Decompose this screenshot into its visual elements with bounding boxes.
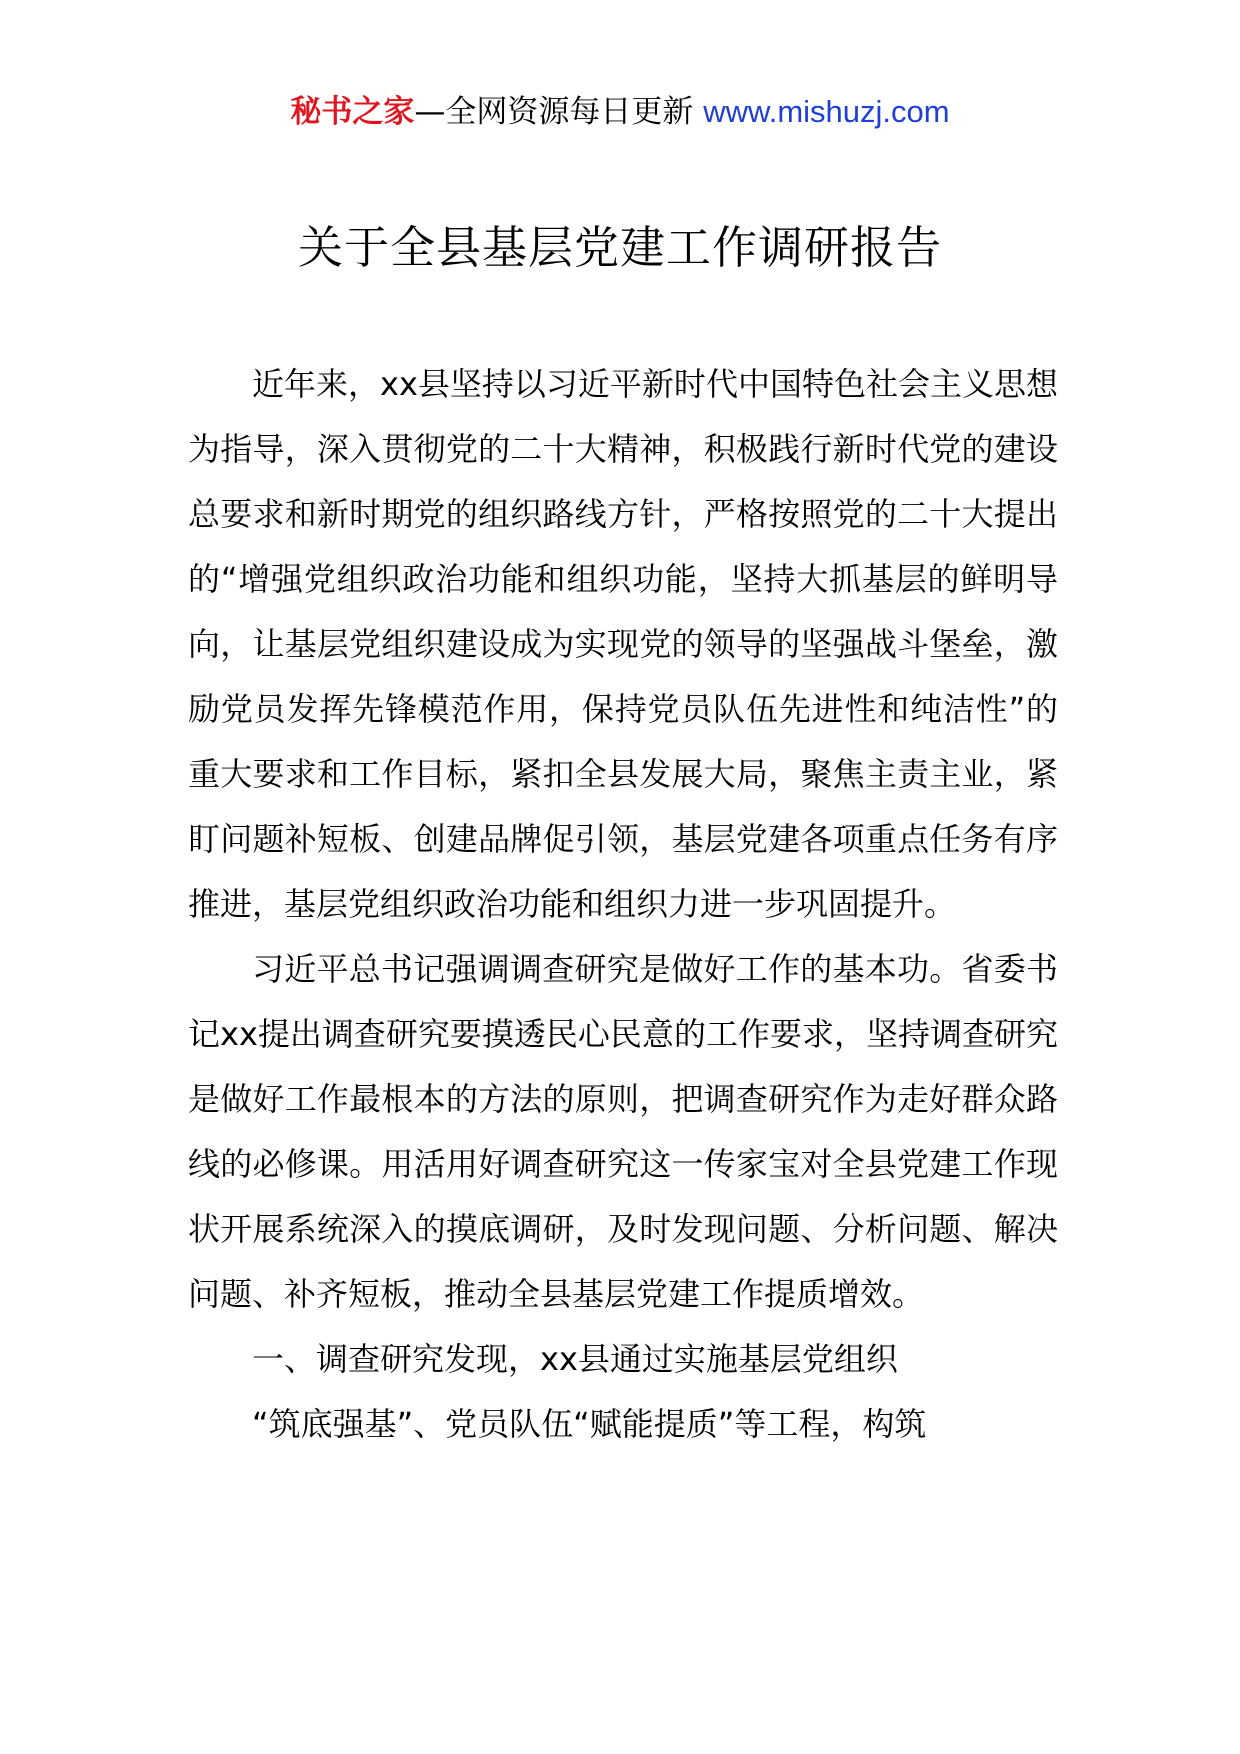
header-tagline: —全网资源每日更新: [414, 94, 694, 130]
paragraph-research: 习近平总书记强调调查研究是做好工作的基本功。省委书记xx提出调查研究要摸透民心民意的工作要求，坚持调查研究是做好工作最根本的方法的原则，把调查研究作为走好群众路线的必修课。用活用好调查研究这一传家宝对全县党建工作现状开展系统深入的摸底调研，及时发现问题、分析问题、解决问题、补齐短板，推动全县基层党建工作提质增效。: [188, 950, 1058, 1313]
site-header: [0, 92, 1240, 132]
section-heading: 一、调查研究发现，xx县通过实施基层党组织: [252, 1340, 898, 1378]
brand-name: 秘书之家: [290, 94, 415, 130]
site-url-link[interactable]: www.mishuzj.com: [703, 94, 950, 129]
section-continuation: “筑底强基”、党员队伍“赋能提质”等工程，构筑: [252, 1405, 927, 1443]
document-body: [188, 352, 1058, 1457]
paragraph-intro: 近年来，xx县坚持以习近平新时代中国特色社会主义思想为指导，深入贯彻党的二十大精神，积极践行新时代党的建设总要求和新时期党的组织路线方针，严格按照党的二十大提出的“增强党组织政治功能和组织功能，坚持大抓基层的鲜明导向，让基层党组织建设成为实现党的领导的坚强战斗堡垒，激励党员发挥先锋模范作用，保持党员队伍先进性和纯洁性”的重大要求和工作目标，紧扣全县发展大局，聚焦主责主业，紧盯问题补短板、创建品牌促引领，基层党建各项重点任务有序推进，基层党组织政治功能和组织力进一步巩固提升。: [188, 365, 1058, 923]
document-title: 关于全县基层党建工作调研报告: [297, 221, 942, 274]
